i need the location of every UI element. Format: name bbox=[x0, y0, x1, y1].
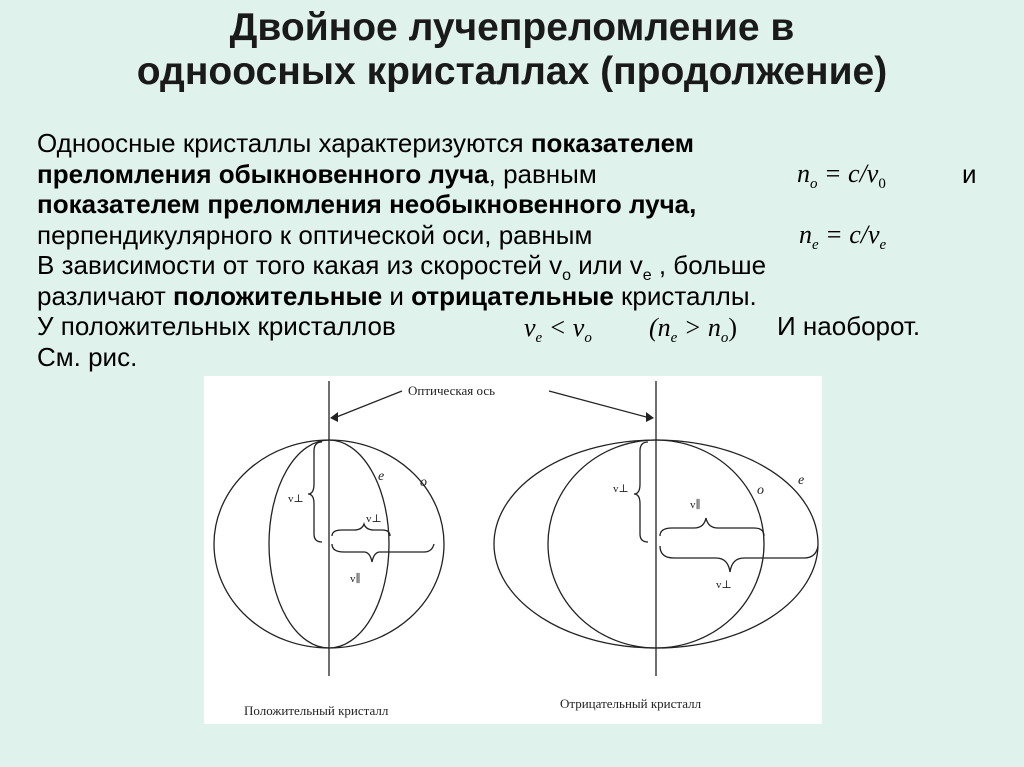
bold-term: отрицательные bbox=[411, 280, 614, 311]
formula-n-e: $n_e = c/v_e$ bbox=[799, 219, 887, 253]
axis-arrow-right bbox=[549, 391, 650, 418]
formula-n-o: $n_o = c/v_0$ bbox=[797, 158, 886, 192]
left-caption: Положительный кристалл bbox=[244, 703, 389, 718]
text-span: См. рис. bbox=[37, 341, 138, 372]
line-8 bbox=[37, 342, 1007, 373]
right-label-e: e bbox=[798, 473, 805, 488]
line-7 bbox=[37, 311, 1007, 347]
right-vperp-label-1: v⊥ bbox=[613, 483, 629, 495]
left-vpar-label: v∥ bbox=[350, 573, 361, 585]
text-span: , равным bbox=[488, 158, 597, 189]
formula-ve-lt-vo: $v_e < v_o$ bbox=[524, 313, 592, 347]
title-line-1: Двойное лучепреломление в bbox=[229, 6, 795, 49]
left-vperp-label-2: v⊥ bbox=[366, 513, 382, 525]
left-brace-vperp-vertical bbox=[308, 442, 322, 542]
bold-term: положительные bbox=[173, 280, 383, 311]
text-span: и bbox=[382, 280, 412, 311]
left-label-o: o bbox=[420, 475, 427, 490]
optical-axis-label: Оптическая ось bbox=[408, 383, 496, 398]
text-span: Одноосные кристаллы характеризуются bbox=[37, 128, 531, 158]
line-4 bbox=[37, 220, 1007, 251]
right-caption: Отрицательный кристалл bbox=[560, 696, 702, 711]
text-span: перпендикулярного к оптической оси, равным bbox=[37, 219, 593, 250]
subscript: e bbox=[642, 267, 652, 285]
line-6 bbox=[37, 281, 1007, 312]
left-brace-vpar-horizontal bbox=[332, 544, 434, 562]
title-line-2: одноосных кристаллах (продолжение) bbox=[136, 50, 888, 93]
left-brace-vperp-horizontal bbox=[332, 524, 390, 536]
bold-term: показателем bbox=[530, 128, 694, 158]
text-span: И наоборот. bbox=[777, 311, 921, 341]
arrowhead-left bbox=[330, 412, 338, 422]
right-label-o: o bbox=[757, 483, 764, 498]
line-2 bbox=[37, 159, 1007, 190]
diagram-svg bbox=[204, 376, 822, 724]
line-3 bbox=[37, 189, 1007, 220]
text-span: и bbox=[962, 158, 977, 189]
right-brace-vperp-horizontal bbox=[660, 546, 818, 572]
bold-term: показателем преломления необыкновенного луча, bbox=[37, 189, 697, 219]
text-span: кристаллы. bbox=[613, 280, 757, 311]
line-1 bbox=[37, 128, 1007, 159]
right-brace-vperp-vertical bbox=[634, 442, 648, 542]
formula-ne-gt-no: $(n_e > n_o)$ bbox=[649, 313, 738, 347]
right-vpar-label: v∥ bbox=[690, 499, 701, 511]
crystal-diagram bbox=[204, 376, 822, 724]
text-span: различают bbox=[37, 280, 174, 311]
text-span: или v bbox=[571, 250, 643, 280]
axis-arrow-left bbox=[334, 391, 402, 418]
body-paragraph bbox=[37, 128, 1007, 372]
text-span: У положительных кристаллов bbox=[37, 311, 396, 341]
text-span: В зависимости от того какая из скоростей v bbox=[37, 250, 563, 280]
right-vperp-label-2: v⊥ bbox=[716, 579, 732, 591]
right-brace-vpar-horizontal bbox=[660, 518, 764, 536]
slide-title bbox=[0, 6, 1024, 94]
subscript: o bbox=[562, 267, 572, 285]
bold-term: преломления обыкновенного луча bbox=[37, 158, 489, 189]
text-span: , больше bbox=[651, 250, 767, 280]
line-5 bbox=[37, 250, 1007, 285]
arrowhead-right bbox=[646, 412, 654, 422]
left-label-e: e bbox=[378, 469, 385, 484]
left-vperp-label-1: v⊥ bbox=[288, 493, 304, 505]
